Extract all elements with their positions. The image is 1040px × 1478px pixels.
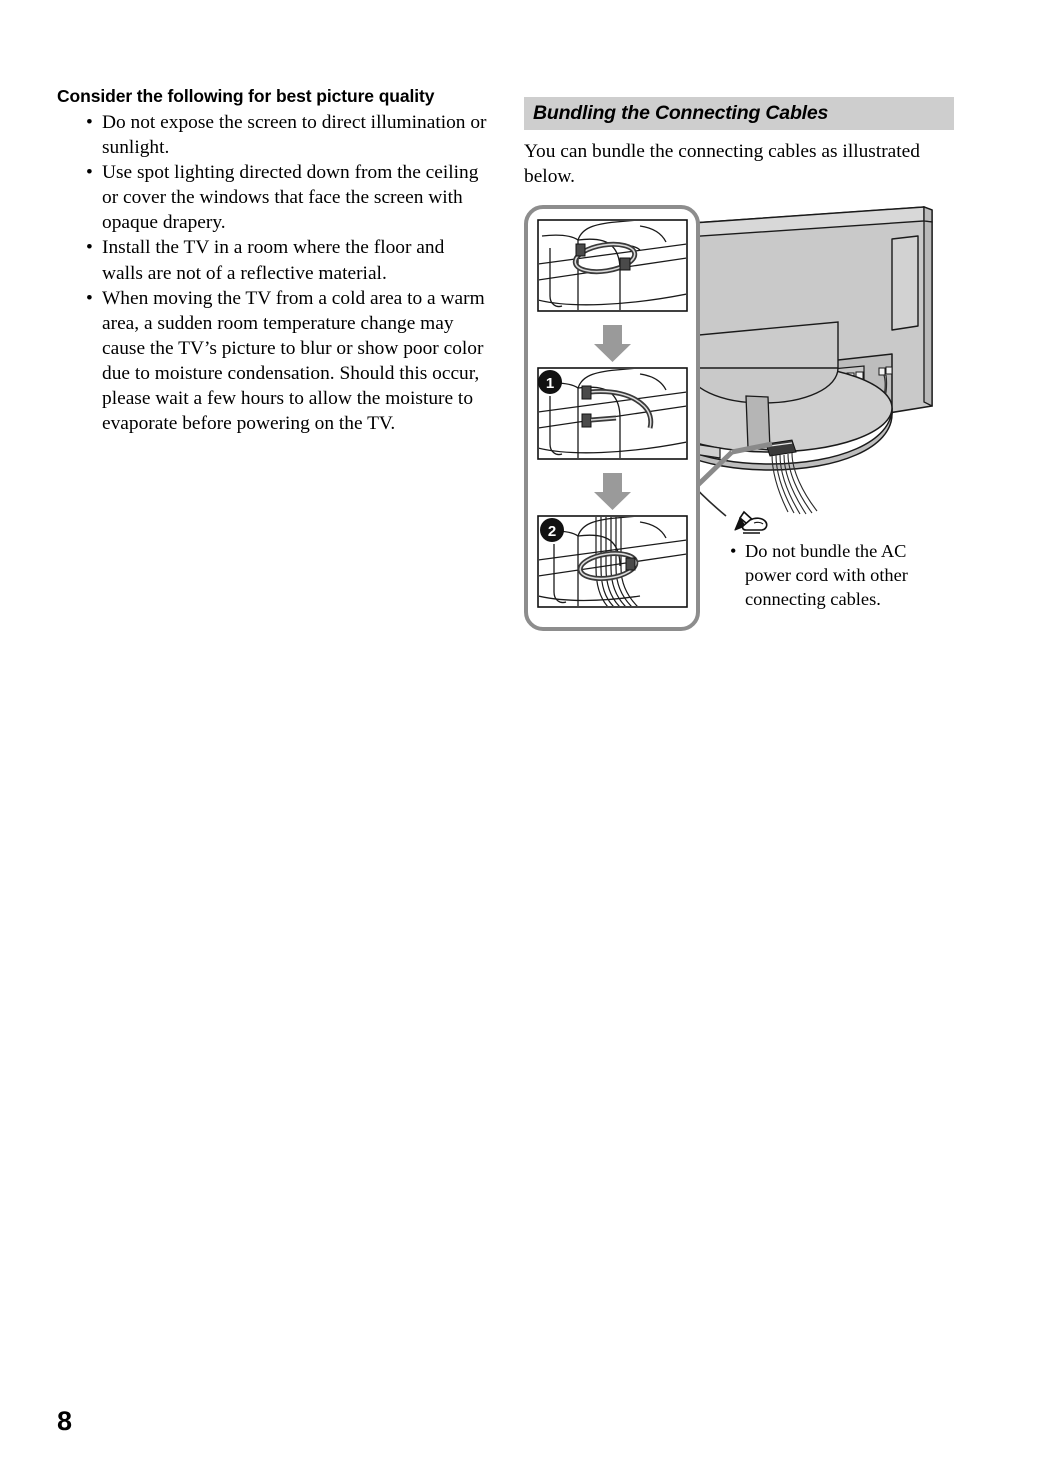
list-item-text: Use spot lighting directed down from the ceiling or cover the windows that face the screen with opaque drapery. <box>102 162 479 234</box>
list-item <box>86 110 487 160</box>
step-badge-2-label: 2 <box>547 523 557 540</box>
step-badge-2 <box>540 518 564 542</box>
list-item <box>86 286 487 437</box>
list-item <box>86 235 487 285</box>
left-column <box>57 84 487 436</box>
step-badge-1 <box>538 370 562 394</box>
list-item-text: When moving the TV from a cold area to a warm area, a sudden room temperature change may cause the TV’s picture to blur or show poor color due to moisture condensation. Should this occur, please wait a few hours to allow the moisture to evaporate before powering on the TV. <box>102 287 485 435</box>
note-bullet-list <box>730 540 945 611</box>
bundling-intro-text: You can bundle the connecting cables as illustrated below. <box>524 141 920 188</box>
bullet-marker: • <box>86 237 93 259</box>
bullet-marker: • <box>86 112 93 133</box>
note-pen-hand-icon <box>730 506 772 536</box>
note-block <box>730 506 945 611</box>
bullet-marker: • <box>730 541 737 561</box>
list-item-text: Do not expose the screen to direct illumination or sunlight. <box>102 112 487 159</box>
bullet-marker: • <box>86 162 93 184</box>
bullet-marker: • <box>86 287 93 309</box>
picture-quality-heading: Consider the following for best picture quality <box>57 86 435 106</box>
picture-quality-bullet-list <box>57 110 487 436</box>
step-badge-1-label: 1 <box>545 375 555 392</box>
step-panel-3 <box>538 516 687 607</box>
list-item <box>730 540 945 611</box>
list-item-text: Install the TV in a room where the floor and walls are not of a reflective material. <box>102 237 445 284</box>
right-column <box>524 97 954 209</box>
list-item-text: Do not bundle the AC power cord with other connecting cables. <box>745 541 908 609</box>
bundling-section-title-band <box>524 97 954 130</box>
page-number: 8 <box>57 1406 73 1436</box>
bundling-section-title: Bundling the Connecting Cables <box>533 102 829 124</box>
list-item <box>86 160 487 235</box>
step-panel-1 <box>538 220 687 311</box>
step-panel-2 <box>538 368 687 459</box>
step-panel-container <box>526 207 698 629</box>
